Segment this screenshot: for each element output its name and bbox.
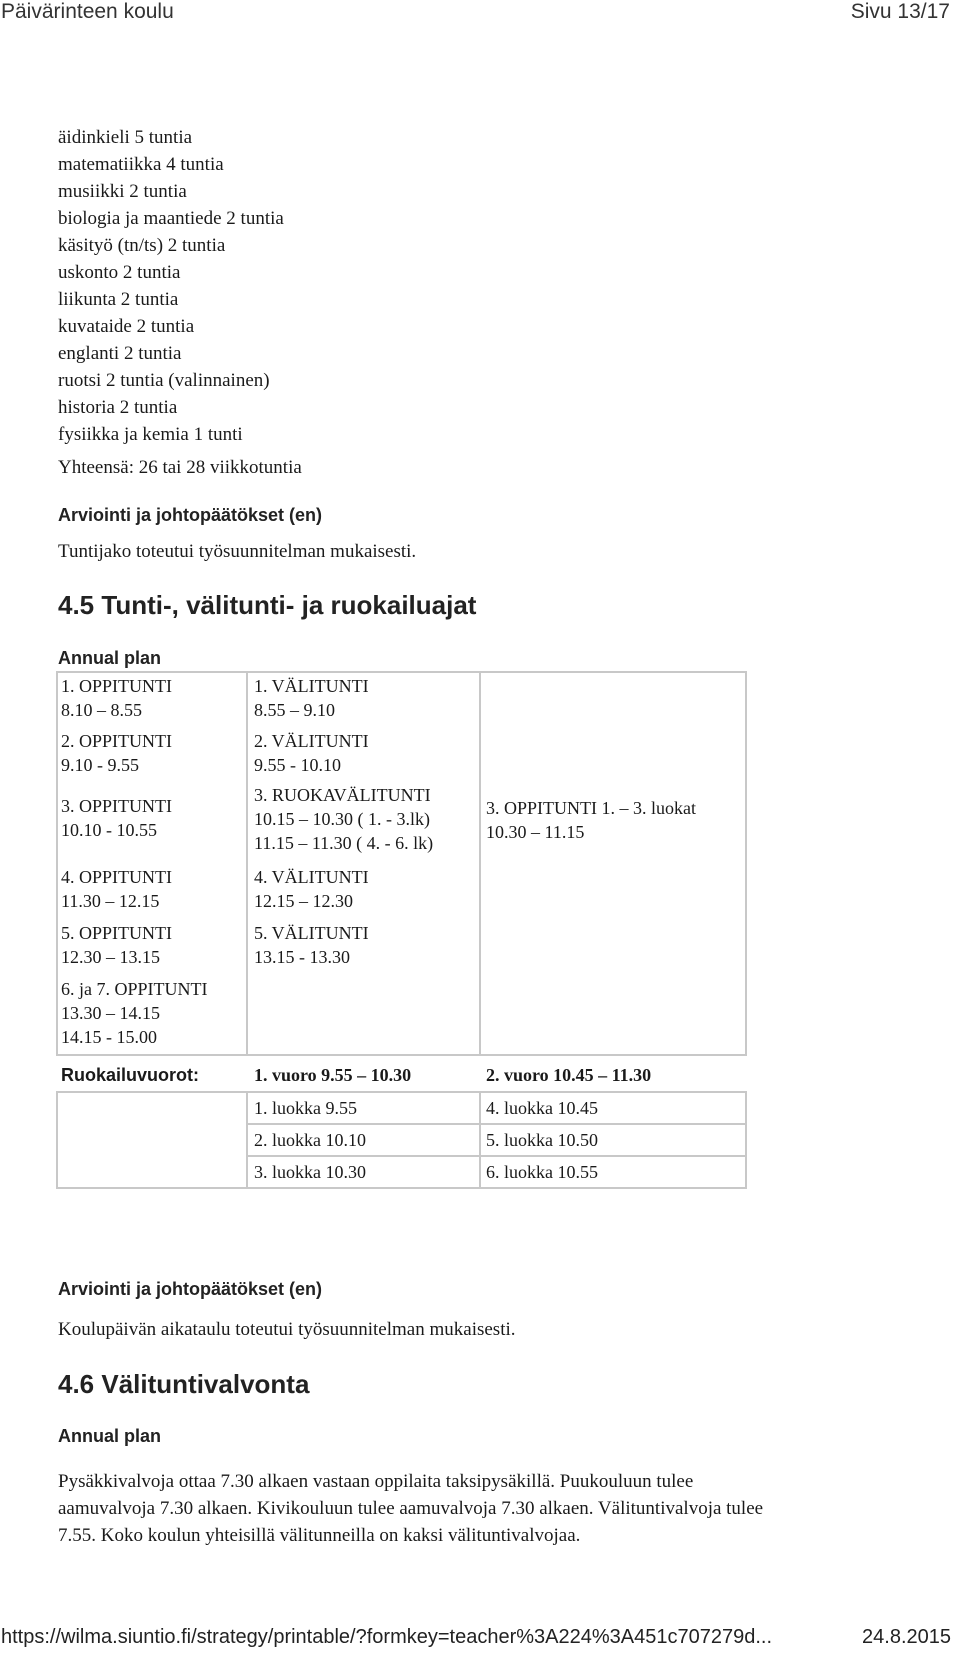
list-item: äidinkieli 5 tuntia [58, 127, 193, 148]
section-title: 4.6 Välituntivalvonta [58, 1369, 310, 1399]
lesson-3-grades-1-3-label: 3. OPPITUNTI 1. – 3. luokat [486, 798, 696, 818]
lunch-break-label: 3. RUOKAVÄLITUNTI [254, 785, 431, 805]
lunch-shift-2: 2. vuoro 10.45 – 11.30 [486, 1065, 652, 1085]
lesson-5-time: 12.30 – 13.15 [61, 947, 160, 967]
paragraph-line: 7.55. Koko koulun yhteisillä välitunneilla on kaksi välituntivalvojaa. [58, 1525, 581, 1546]
lesson-3-grades-1-3-time: 10.30 – 11.15 [486, 822, 585, 842]
lesson-6-7-label: 6. ja 7. OPPITUNTI [61, 979, 208, 999]
list-item: liikunta 2 tuntia [58, 289, 179, 310]
evaluation-text: Tuntijako toteutui työsuunnitelman mukaisesti. [58, 541, 417, 562]
list-item: fysiikka ja kemia 1 tunti [58, 424, 243, 445]
paragraph-line: Pysäkkivalvoja ottaa 7.30 alkaen vastaan oppilaita taksipysäkillä. Puukouluun tulee [58, 1471, 694, 1492]
table-row: 4. luokka 10.45 [486, 1098, 598, 1118]
list-item: käsityö (tn/ts) 2 tuntia [58, 235, 226, 256]
table-row: 2. luokka 10.10 [254, 1130, 366, 1150]
list-item: uskonto 2 tuntia [58, 262, 181, 283]
lesson-6-time: 13.30 – 14.15 [61, 1003, 160, 1023]
break-2-label: 2. VÄLITUNTI [254, 731, 369, 751]
subject-list [58, 124, 938, 448]
section-title: 4.5 Tunti-, välitunti- ja ruokailuajat [58, 590, 477, 620]
table-row: 1. luokka 9.55 [254, 1098, 357, 1118]
table-row: 3. luokka 10.30 [254, 1162, 366, 1182]
lesson-2-label: 2. OPPITUNTI [61, 731, 172, 751]
list-item: kuvataide 2 tuntia [58, 316, 195, 337]
break-5-label: 5. VÄLITUNTI [254, 923, 369, 943]
table-cell [56, 1091, 248, 1189]
lesson-7-time: 14.15 - 15.00 [61, 1027, 157, 1047]
lunch-shift-1: 1. vuoro 9.55 – 10.30 [254, 1065, 412, 1085]
lunch-break-time-2: 11.15 – 11.30 ( 4. - 6. lk) [254, 833, 434, 853]
schedule-table [58, 671, 848, 1231]
source-url[interactable]: https://wilma.siuntio.fi/strategy/printable/?formkey=teacher%3A224%3A451c707279d... [1, 1626, 772, 1648]
paragraph-line: aamuvalvoja 7.30 alkaen. Kivikouluun tulee aamuvalvoja 7.30 alkaen. Välituntivalvoja tulee [58, 1498, 764, 1519]
page-footer [0, 1626, 960, 1654]
school-name: Päivärinteen koulu [1, 0, 174, 23]
list-item: matematiikka 4 tuntia [58, 154, 224, 175]
lesson-2-time: 9.10 - 9.55 [61, 755, 139, 775]
break-5-time: 13.15 - 13.30 [254, 947, 350, 967]
annual-plan-heading: Annual plan [58, 648, 161, 668]
lesson-3-label: 3. OPPITUNTI [61, 796, 172, 816]
annual-plan-heading: Annual plan [58, 1426, 161, 1446]
lesson-1-label: 1. OPPITUNTI [61, 676, 172, 696]
lesson-4-label: 4. OPPITUNTI [61, 867, 172, 887]
lesson-5-label: 5. OPPITUNTI [61, 923, 172, 943]
lunch-break-time-1: 10.15 – 10.30 ( 1. - 3.lk) [254, 809, 430, 829]
break-2-time: 9.55 - 10.10 [254, 755, 341, 775]
lesson-4-time: 11.30 – 12.15 [61, 891, 160, 911]
list-item: biologia ja maantiede 2 tuntia [58, 208, 284, 229]
page-header [0, 0, 960, 30]
evaluation-heading: Arviointi ja johtopäätökset (en) [58, 505, 323, 525]
list-item: musiikki 2 tuntia [58, 181, 187, 202]
print-date: 24.8.2015 [862, 1626, 951, 1648]
break-1-label: 1. VÄLITUNTI [254, 676, 369, 696]
list-item: historia 2 tuntia [58, 397, 178, 418]
list-item: englanti 2 tuntia [58, 343, 182, 364]
evaluation-heading: Arviointi ja johtopäätökset (en) [58, 1279, 323, 1299]
table-row: 6. luokka 10.55 [486, 1162, 598, 1182]
break-1-time: 8.55 – 9.10 [254, 700, 335, 720]
table-cell [479, 671, 747, 1056]
lesson-3-time: 10.10 - 10.55 [61, 820, 157, 840]
page-number: Sivu 13/17 [850, 0, 950, 23]
break-4-label: 4. VÄLITUNTI [254, 867, 369, 887]
break-4-time: 12.15 – 12.30 [254, 891, 353, 911]
lesson-1-time: 8.10 – 8.55 [61, 700, 142, 720]
lunch-shifts-label: Ruokailuvuorot: [61, 1065, 199, 1085]
table-row: 5. luokka 10.50 [486, 1130, 598, 1150]
supervision-text [58, 1468, 763, 1549]
evaluation-text: Koulupäivän aikataulu toteutui työsuunnitelman mukaisesti. [58, 1319, 516, 1340]
document-content [58, 124, 938, 1546]
weekly-total: Yhteensä: 26 tai 28 viikkotuntia [58, 457, 302, 478]
list-item: ruotsi 2 tuntia (valinnainen) [58, 370, 270, 391]
